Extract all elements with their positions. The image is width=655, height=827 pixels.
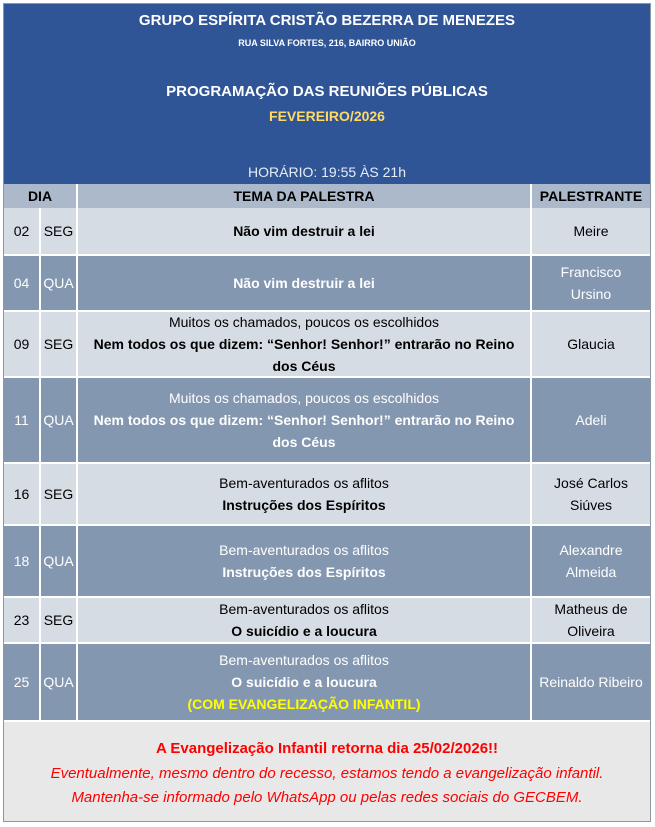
row-speaker — [532, 598, 650, 642]
row-speaker — [532, 526, 650, 596]
row-day: 18 — [4, 526, 39, 596]
speaker-name-line: Matheus de — [554, 601, 628, 617]
month-label: FEVEREIRO/2026 — [269, 108, 385, 124]
schedule-sheet — [3, 3, 651, 822]
theme-intro: Bem-aventurados os aflitos — [219, 652, 389, 668]
column-header-palestrante: PALESTRANTE — [532, 184, 650, 208]
footer-headline: A Evangelização Infantil retorna dia 25/02/2026!! — [155, 740, 499, 757]
row-speaker: Reinaldo Ribeiro — [532, 644, 650, 720]
speaker-name-line: Siúves — [569, 497, 613, 513]
theme-title: O suicídio e a loucura — [231, 623, 377, 639]
row-day: 02 — [4, 208, 39, 254]
theme-intro: Muitos os chamados, poucos os escolhidos — [168, 314, 440, 330]
row-weekday: SEG — [41, 598, 76, 642]
theme-title: Instruções dos Espíritos — [222, 497, 386, 513]
row-weekday: SEG — [41, 312, 76, 376]
theme-title-continued: dos Céus — [272, 358, 336, 374]
footer-notice — [4, 722, 650, 821]
theme-intro: Muitos os chamados, poucos os escolhidos — [168, 390, 440, 406]
row-theme — [78, 208, 530, 254]
header-banner — [4, 4, 650, 184]
row-weekday: QUA — [41, 378, 76, 462]
row-speaker — [532, 464, 650, 524]
speaker-name-line: Francisco — [560, 264, 622, 280]
row-weekday: QUA — [41, 256, 76, 310]
footer-note-line: Eventualmente, mesmo dentro do recesso, estamos tendo a evangelização infantil. — [50, 765, 604, 782]
row-theme — [78, 312, 530, 376]
theme-title: Não vim destruir a lei — [233, 275, 375, 291]
row-day: 16 — [4, 464, 39, 524]
row-theme — [78, 526, 530, 596]
row-weekday: SEG — [41, 208, 76, 254]
row-day: 11 — [4, 378, 39, 462]
theme-title: Nem todos os que dizem: “Senhor! Senhor!” entrarão no Reino — [93, 336, 515, 352]
row-theme — [78, 598, 530, 642]
theme-intro: Bem-aventurados os aflitos — [219, 475, 389, 491]
row-weekday: SEG — [41, 464, 76, 524]
row-day: 25 — [4, 644, 39, 720]
evangelization-note: (COM EVANGELIZAÇÃO INFANTIL) — [187, 696, 421, 712]
speaker-name-line: Alexandre — [559, 542, 623, 558]
row-day: 04 — [4, 256, 39, 310]
theme-title: Nem todos os que dizem: “Senhor! Senhor!” entrarão no Reino — [93, 412, 515, 428]
theme-title-continued: dos Céus — [272, 434, 336, 450]
row-weekday: QUA — [41, 526, 76, 596]
theme-title: Não vim destruir a lei — [233, 223, 375, 239]
row-speaker: Glaucia — [532, 312, 650, 376]
row-day: 23 — [4, 598, 39, 642]
schedule-time: HORÁRIO: 19:55 ÀS 21h — [248, 164, 406, 180]
row-theme — [78, 256, 530, 310]
row-theme — [78, 644, 530, 720]
speaker-name-line: Oliveira — [567, 623, 615, 639]
page-title: PROGRAMAÇÃO DAS REUNIÕES PÚBLICAS — [166, 83, 488, 100]
theme-title: Instruções dos Espíritos — [222, 564, 386, 580]
footer-note-line: Mantenha-se informado pelo WhatsApp ou pelas redes sociais do GECBEM. — [71, 789, 583, 806]
theme-intro: Bem-aventurados os aflitos — [219, 601, 389, 617]
speaker-name-line: Ursino — [570, 286, 612, 302]
column-header-dia: DIA — [4, 184, 76, 208]
column-header-tema: TEMA DA PALESTRA — [78, 184, 530, 208]
row-weekday: QUA — [41, 644, 76, 720]
row-speaker — [532, 256, 650, 310]
row-day: 09 — [4, 312, 39, 376]
row-speaker: Meire — [532, 208, 650, 254]
theme-title: O suicídio e a loucura — [231, 674, 377, 690]
organization-address: RUA SILVA FORTES, 216, BAIRRO UNIÃO — [238, 38, 416, 48]
speaker-name-line: Almeida — [565, 564, 617, 580]
organization-name: GRUPO ESPÍRITA CRISTÃO BEZERRA DE MENEZES — [138, 12, 516, 29]
row-speaker: Adeli — [532, 378, 650, 462]
speaker-name-line: José Carlos — [554, 475, 628, 491]
row-theme — [78, 464, 530, 524]
row-theme — [78, 378, 530, 462]
theme-intro: Bem-aventurados os aflitos — [219, 542, 389, 558]
